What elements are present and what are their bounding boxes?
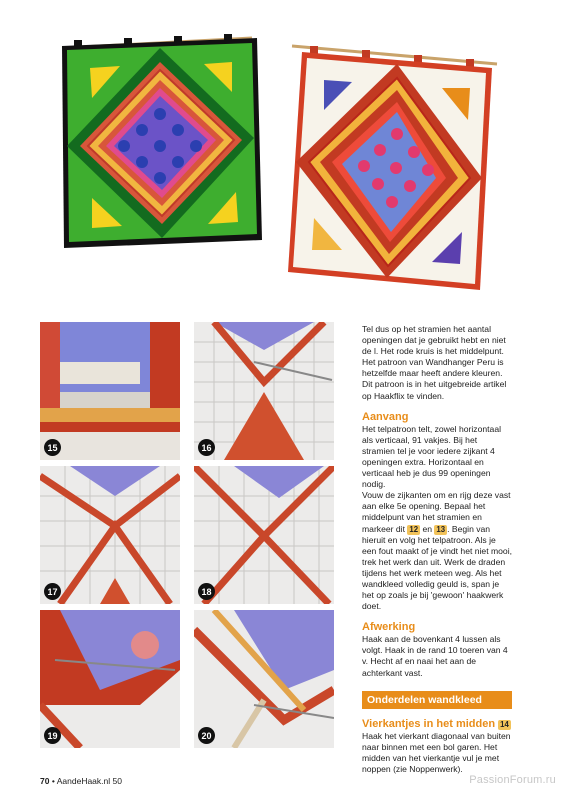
step-number-badge: 20 (198, 727, 215, 744)
aanvang-paragraph-1: Het telpatroon telt, zowel horizontaal als verticaal, 91 vakjes. Bij het stramien tel je voor iedere zijkant 4 openingen extra. Horizontaal en verticaal heb je dus 99 openingen nodig. (362, 423, 502, 490)
wall-hangings-illustration (52, 28, 512, 303)
photo-step-19 (40, 610, 180, 748)
step-number-badge: 16 (198, 439, 215, 456)
step-18-image (194, 466, 334, 604)
footer-bullet: • (51, 776, 55, 786)
page-number: 70 (40, 776, 50, 786)
heading-aanvang: Aanvang (362, 410, 409, 423)
photo-ref-tag: 12 (409, 524, 419, 534)
vierkantjes-heading-text: Vierkantjes in het midden (362, 717, 496, 730)
instructions-column (362, 324, 512, 775)
red-wall-hanging (288, 46, 497, 290)
step-19-image (40, 610, 180, 748)
aanvang-p2-start: Vouw de zijkanten om en rijg deze vast aan elke 5e opening. Bepaal het middelpunt van het stramien en markeer dit (362, 490, 511, 534)
heading-afwerking: Afwerking (362, 621, 416, 634)
photo-ref-tag: 13 (436, 524, 446, 534)
aanvang-p2-end: . Begin van hieruit en volg het telpatroon. Als je een fout maakt of je vindt het niet mooi, trek het werk dan uit. Werk de draden tijdens het werk meteen weg. Als het wandkleed volledig geuld is, span je het op zoals je bij 'gewoon' haakwerk doet. (362, 523, 513, 612)
aanvang-p2-and: en (422, 523, 433, 534)
step-15-image (40, 322, 180, 460)
step-number-badge: 15 (44, 439, 61, 456)
page-footer (40, 776, 122, 786)
watermark-text: PassionForum.ru (469, 774, 556, 786)
magazine-name: AandeHaak.nl 50 (56, 776, 122, 786)
step-number-badge: 17 (44, 583, 61, 600)
step-number-badge: 18 (198, 583, 215, 600)
green-wall-hanging (62, 34, 262, 248)
aanvang-paragraph-2 (362, 490, 512, 612)
step-number-badge: 19 (44, 727, 61, 744)
afwerking-paragraph: Haak aan de bovenkant 4 lussen als volgt. Haak in de rand 10 toeren van 4 v. Hecht af en naai het aan de achterkant vast. (362, 634, 508, 678)
heading-vierkantjes (362, 718, 512, 731)
photo-step-16 (194, 322, 334, 460)
step-16-image (194, 322, 334, 460)
step-17-image (40, 466, 180, 604)
intro-paragraph: Tel dus op het stramien het aantal openingen dat je gebruikt hebt en niet de l. Het rode kruis is het middelpunt. Het patroon van Wandhanger Peru is hetzelfde maar heeft andere kleuren. Dit patroon is in het uitgebreide artikel op Haakflix te vinden. (362, 324, 507, 401)
photo-step-17 (40, 466, 180, 604)
photo-ref-tag: 14 (500, 719, 509, 729)
step-20-image (194, 610, 334, 748)
vierkantjes-paragraph: Haak het vierkant diagonaal van buiten naar binnen met een bol garen. Het midden van het vierkantje vul je met noppen (zie Noppenwerk). (362, 730, 511, 774)
photo-step-15 (40, 322, 180, 460)
photo-step-20 (194, 610, 334, 748)
photo-step-18 (194, 466, 334, 604)
section-banner: Onderdelen wandkleed (362, 691, 512, 709)
